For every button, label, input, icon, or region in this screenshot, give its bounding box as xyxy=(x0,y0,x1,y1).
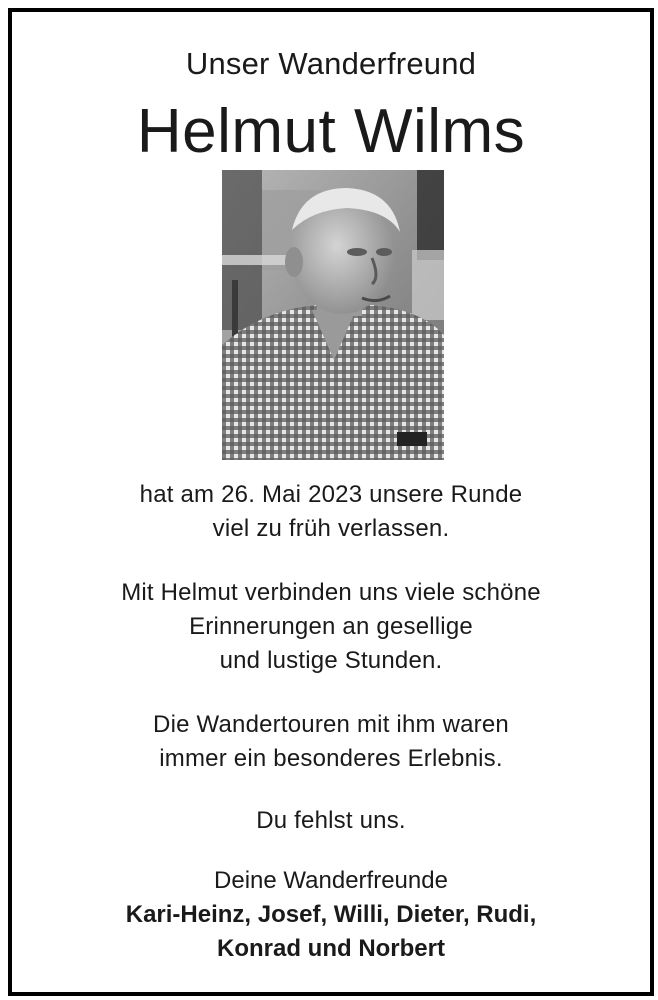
text-line: immer ein besonderes Erlebnis. xyxy=(159,745,503,772)
paragraph-hiking-tours xyxy=(12,708,650,776)
signature-intro: Deine Wanderfreunde xyxy=(214,867,448,894)
text-line: Du fehlst uns. xyxy=(256,807,406,834)
text-line: und lustige Stunden. xyxy=(219,647,443,674)
portrait-photo-graphic xyxy=(222,170,444,460)
text-line: Die Wandertouren mit ihm waren xyxy=(153,711,509,738)
obituary-subtitle: Unser Wanderfreund xyxy=(185,46,477,81)
signature-name-line: Kari-Heinz, Josef, Willi, Dieter, Rudi, xyxy=(125,901,537,928)
paragraph-date xyxy=(12,478,650,546)
obituary-frame xyxy=(8,8,654,996)
obituary-content xyxy=(12,12,650,992)
paragraph-memories xyxy=(12,576,650,678)
deceased-name: Helmut Wilms xyxy=(136,97,526,166)
text-line: viel zu früh verlassen. xyxy=(212,515,450,542)
signature-names xyxy=(12,898,650,966)
text-line: Mit Helmut verbinden uns viele schöne xyxy=(121,579,541,606)
text-line: Erinnerungen an gesellige xyxy=(189,613,473,640)
signature-name-line: Konrad und Norbert xyxy=(217,935,445,962)
paragraph-missing-you xyxy=(12,804,650,838)
portrait-photo xyxy=(222,170,444,460)
text-line: hat am 26. Mai 2023 unsere Runde xyxy=(139,481,523,508)
